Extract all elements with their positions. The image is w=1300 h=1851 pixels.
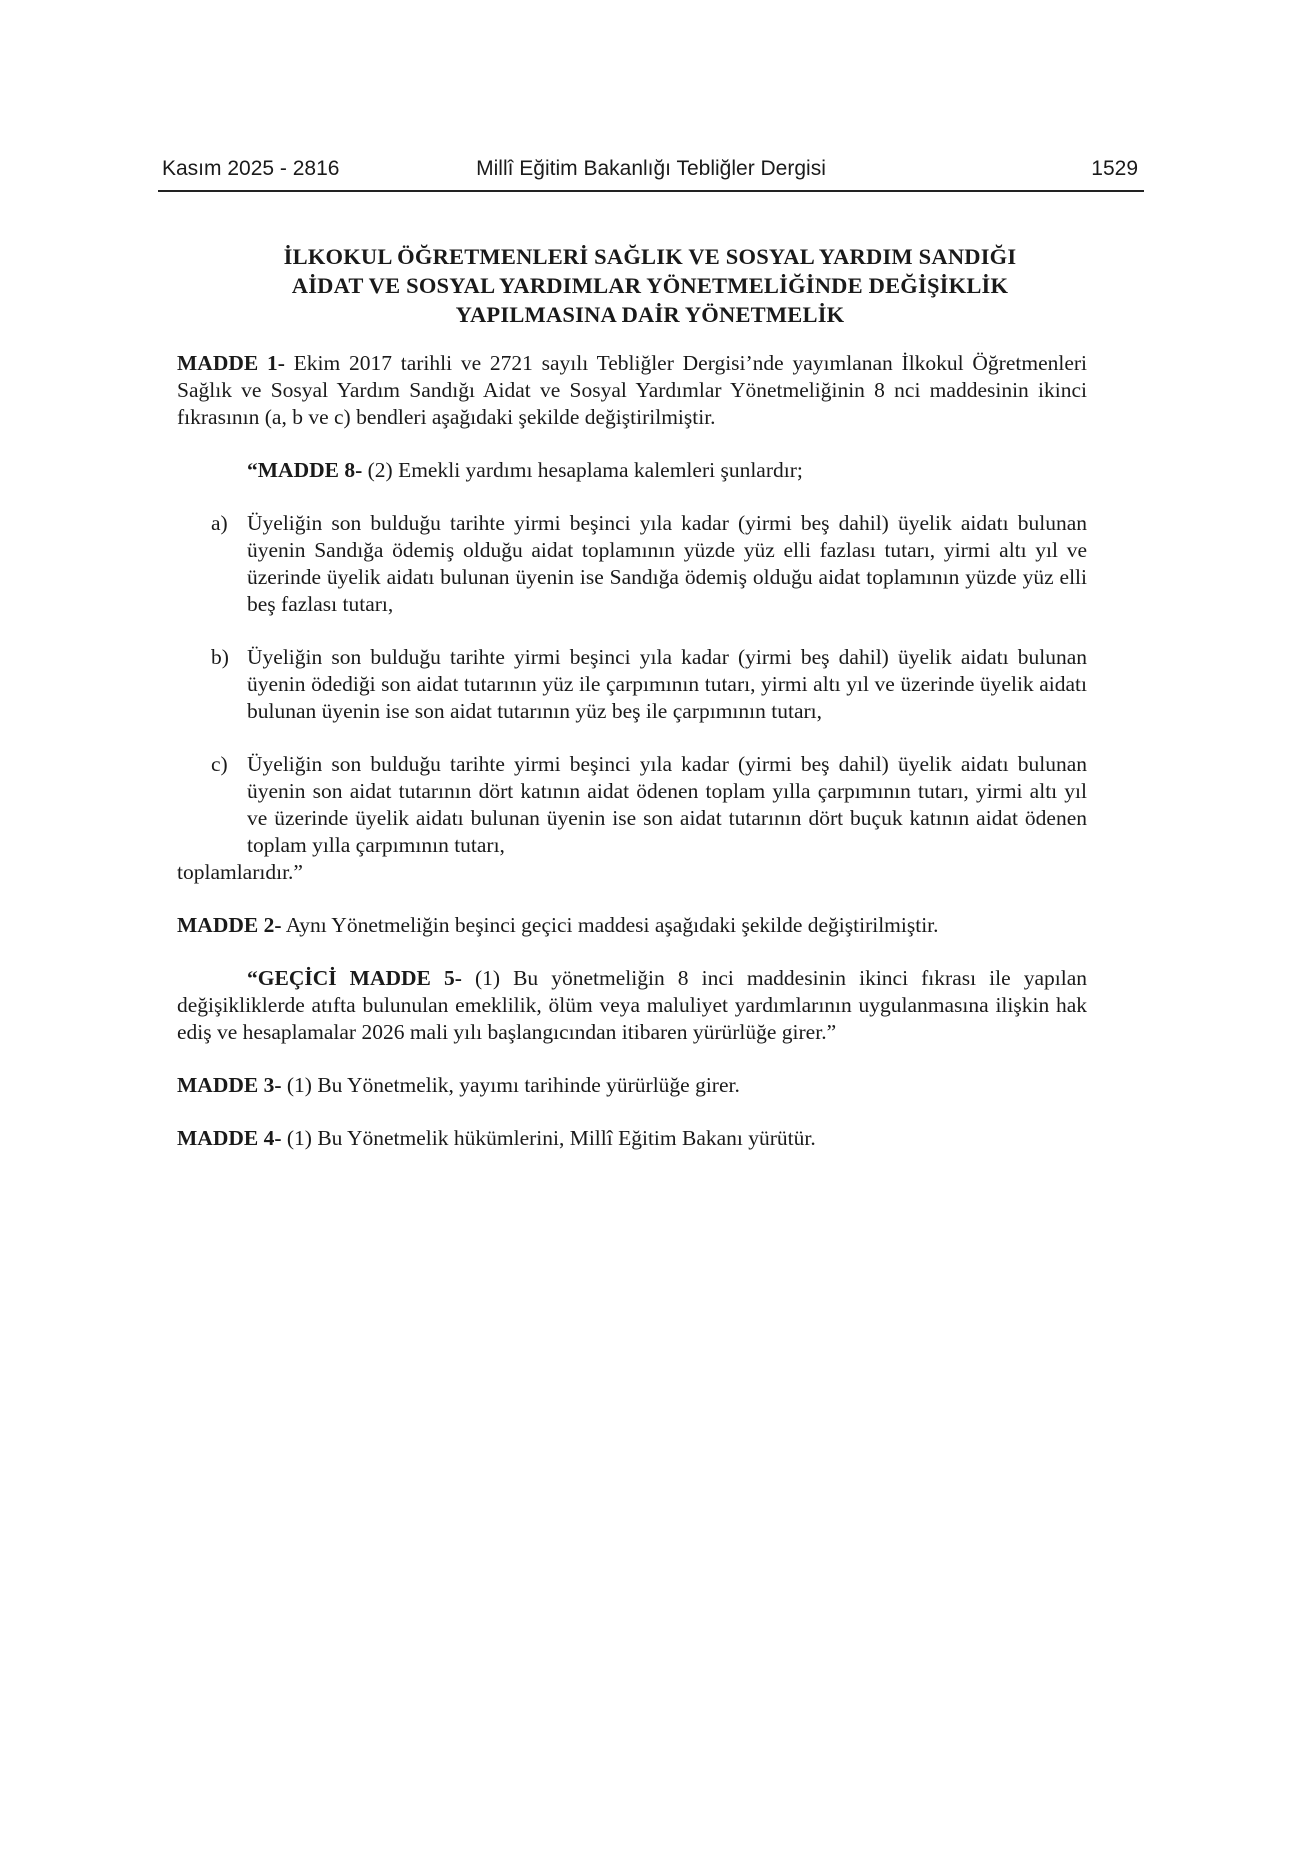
article-1-text: Ekim 2017 tarihli ve 2721 sayılı Tebliğler Dergisi’nde yayımlanan İlkokul Öğretmenleri Sağlık ve Sosyal Yardım Sandığı Aidat ve Sosyal Yardımlar Yönetmeliğinin 8 nci maddesinin ikinci fıkrasının (a, b ve c) bendleri aşağıdaki şekilde değiştirilmiştir. [177,351,1088,429]
article-2-text: Aynı Yönetmeliğin beşinci geçici maddesi aşağıdaki şekilde değiştirilmiştir. [281,913,939,937]
article-3-label: MADDE 3- [177,1073,282,1097]
quoted-article-8-text: (2) Emekli yardımı hesaplama kalemleri şunlardır; [362,458,803,482]
quoted-temporary-article-5 [177,965,1087,1046]
header-issue: Kasım 2025 - 2816 [162,157,340,180]
list-marker-a: a) [211,511,228,535]
article-4 [177,1125,1087,1152]
list-item-c [177,751,1087,859]
list-marker-c: c) [211,752,228,776]
article-4-label: MADDE 4- [177,1126,282,1150]
list-item-b-text: Üyeliğin son bulduğu tarihte yirmi beşinci yıla kadar (yirmi beş dahil) üyelik aidatı bulunan üyenin ödediği son aidat tutarının yüz ile çarpımının tutarı, yirmi altı yıl ve üzerinde üyelik aidatı bulunan üyenin ise son aidat tutarının yüz beş ile çarpımının tutarı, [247,645,1087,723]
title-line-2: AİDAT VE SOSYAL YARDIMLAR YÖNETMELİĞİNDE DEĞİŞİKLİK [291,273,1009,298]
list-item-c-text: Üyeliğin son bulduğu tarihte yirmi beşinci yıla kadar (yirmi beş dahil) üyelik aidatı bulunan üyenin son aidat tutarının dört katının aidat ödenen toplam yılla çarpımının tutarı, yirmi altı yıl ve üzerinde üyelik aidatı bulunan üyenin ise son aidat tutarının dört buçuk katının aidat ödenen toplam yılla çarpımının tutarı, [247,752,1087,857]
quoted-temporary-article-5-label: “GEÇİCİ MADDE 5- [247,966,462,990]
quoted-article-8 [177,457,1087,484]
closing-text: toplamlarıdır.” [177,860,303,884]
article-2 [177,912,1087,939]
title-line-1: İLKOKUL ÖĞRETMENLERİ SAĞLIK VE SOSYAL YARDIM SANDIĞI [283,244,1017,269]
page-header [158,155,1144,189]
header-journal-title: Millî Eğitim Bakanlığı Tebliğler Dergisi [476,157,826,180]
header-rule [158,190,1144,192]
article-3-text: (1) Bu Yönetmelik, yayımı tarihinde yürürlüğe girer. [281,1073,740,1097]
list-item-b [177,644,1087,725]
quoted-temporary-article-5-text: (1) Bu yönetmeliğin 8 inci maddesinin ikinci fıkrası ile yapılan değişikliklerde atıfta bulunulan emeklilik, ölüm veya maluliyet yardımlarının uygulanmasına ilişkin hak ediş ve hesaplamalar 2026 mali yılı başlangıcından itibaren yürürlüğe girer.” [177,966,1087,1044]
quoted-article-8-label: “MADDE 8- [247,458,363,482]
document-body [177,350,1087,1152]
article-1-label: MADDE 1- [177,351,285,375]
article-4-text: (1) Bu Yönetmelik hükümlerini, Millî Eğitim Bakanı yürütür. [281,1126,816,1150]
article-1 [177,350,1087,431]
list-item-a [177,510,1087,618]
list-marker-b: b) [211,645,229,669]
article-3 [177,1072,1087,1099]
article-2-label: MADDE 2- [177,913,282,937]
list-item-a-text: Üyeliğin son bulduğu tarihte yirmi beşinci yıla kadar (yirmi beş dahil) üyelik aidatı bulunan üyenin Sandığa ödemiş olduğu aidat toplamının yüzde yüz elli fazlası tutarı, yirmi altı yıl ve üzerinde üyelik aidatı bulunan üyenin ise Sandığa ödemiş olduğu aidat toplamının yüzde yüz elli beş fazlası tutarı, [247,511,1087,616]
title-line-3: YAPILMASINA DAİR YÖNETMELİK [455,302,845,327]
regulation-title [175,242,1125,329]
header-page-number: 1529 [1091,157,1138,180]
